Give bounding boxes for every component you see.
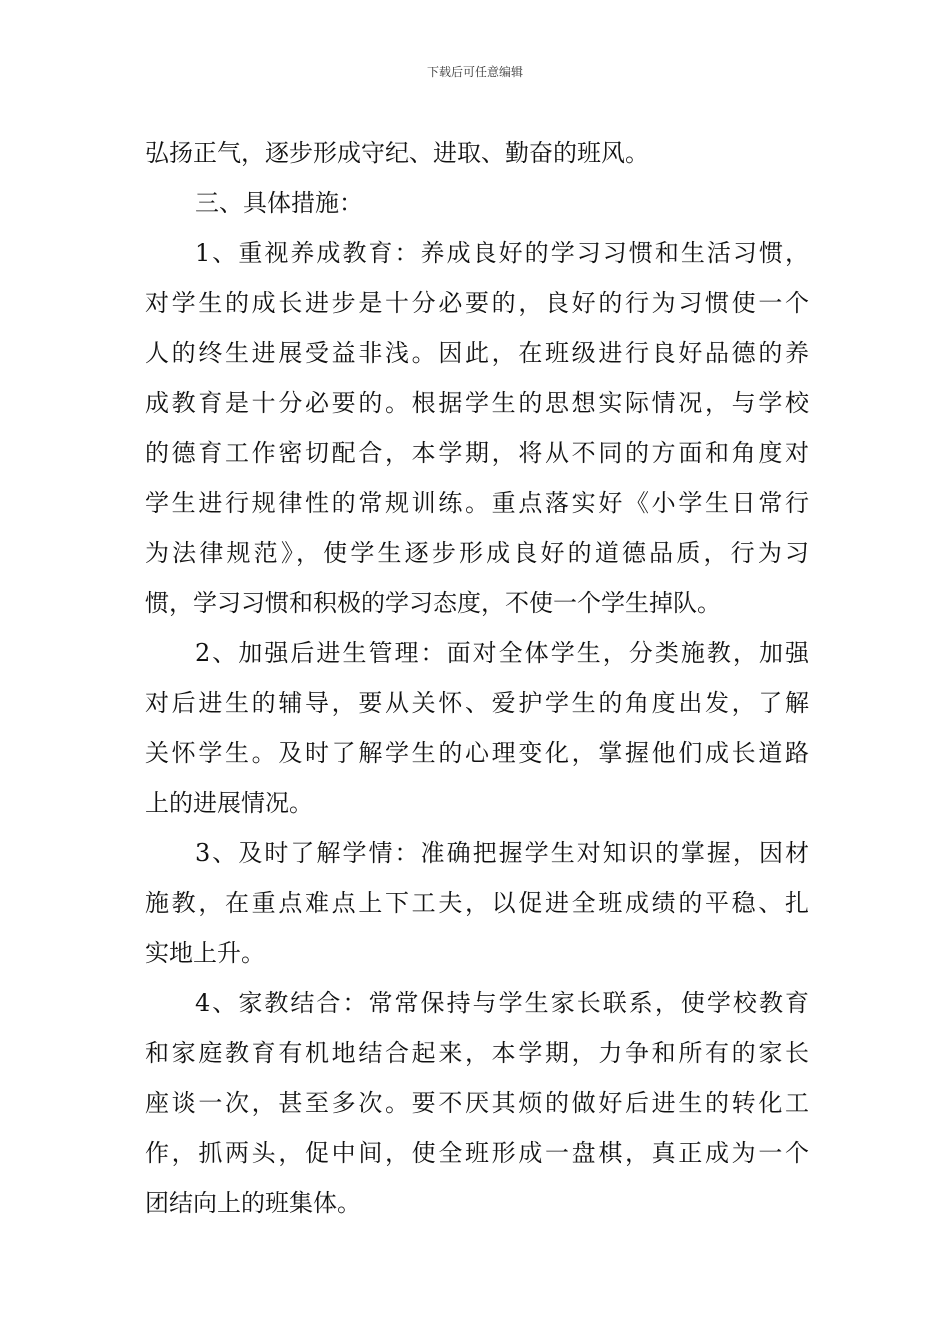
text-line: 弘扬正气，逐步形成守纪、进取、勤奋的班风。 [145,139,649,167]
text-line: 2、加强后进生管理：面对全体学生，分类施教，加强 [195,639,809,667]
text-line: 4、家教结合：常常保持与学生家长联系，使学校教育 [195,989,809,1017]
text-line: 人的终生进展受益非浅。因此，在班级进行良好品德的养 [145,339,809,367]
text-line: 1、重视养成教育：养成良好的学习习惯和生活习惯， [195,239,809,267]
text-line: 施教，在重点难点上下工夫，以促进全班成绩的平稳、扎 [145,889,809,917]
text-line: 成教育是十分必要的。根据学生的思想实际情况，与学校 [145,389,809,417]
document-body [145,128,809,1228]
text-line: 的德育工作密切配合，本学期，将从不同的方面和角度对 [145,439,809,467]
text-line: 关怀学生。及时了解学生的心理变化，掌握他们成长道路 [145,739,809,767]
section-heading: 三、具体措施： [195,189,363,217]
text-line: 对学生的成长进步是十分必要的，良好的行为习惯使一个 [145,289,809,317]
text-line: 座谈一次，甚至多次。要不厌其烦的做好后进生的转化工 [145,1089,809,1117]
text-line: 对后进生的辅导，要从关怀、爱护学生的角度出发，了解 [145,689,809,717]
text-line: 团结向上的班集体。 [145,1189,361,1217]
text-line: 惯，学习习惯和积极的学习态度，不使一个学生掉队。 [145,589,721,617]
text-line: 作，抓两头，促中间，使全班形成一盘棋，真正成为一个 [145,1139,809,1167]
text-line: 和家庭教育有机地结合起来，本学期，力争和所有的家长 [145,1039,809,1067]
text-line: 上的进展情况。 [145,789,313,817]
text-line: 为法律规范》，使学生逐步形成良好的道德品质，行为习 [145,539,809,567]
text-line: 3、及时了解学情：准确把握学生对知识的掌握，因材 [195,839,809,867]
page-header: 下载后可任意编辑 [426,65,523,79]
text-line: 实地上升。 [145,939,265,967]
text-line: 学生进行规律性的常规训练。重点落实好《小学生日常行 [145,489,809,517]
